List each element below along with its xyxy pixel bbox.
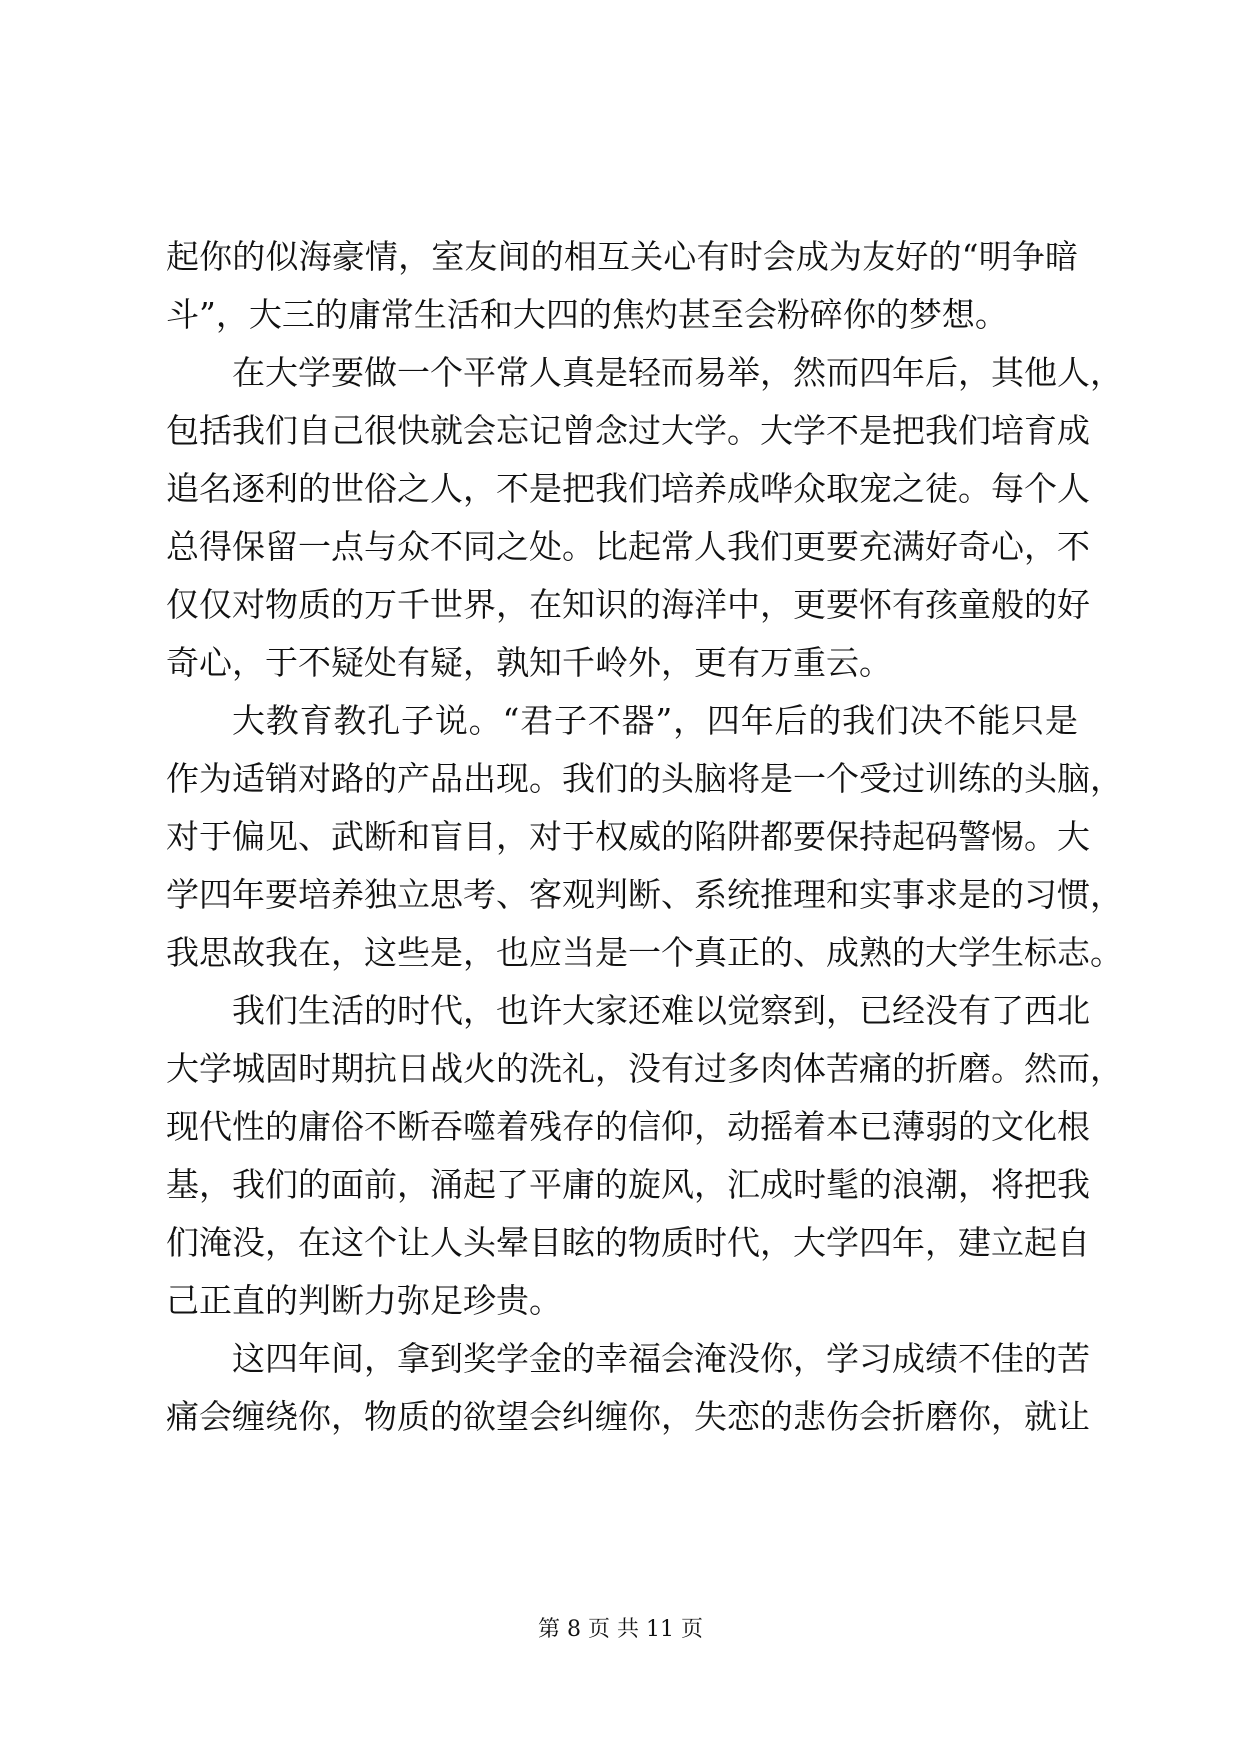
text-line: 追名逐利的世俗之人，不是把我们培养成哗众取宠之徒。每个人 (166, 469, 1090, 508)
text-line: 痛会缠绕你，物质的欲望会纠缠你，失恋的悲伤会折磨你，就让 (166, 1397, 1090, 1436)
text-line: 包括我们自己很快就会忘记曾念过大学。大学不是把我们培育成 (166, 411, 1090, 450)
paragraph-2 (166, 344, 1123, 692)
text-line: 我们生活的时代，也许大家还难以觉察到，已经没有了西北 (232, 991, 1090, 1030)
text-line: 奇心，于不疑处有疑，孰知千岭外，更有万重云。 (166, 643, 892, 682)
paragraph-1 (166, 228, 1078, 344)
text-line: 对于偏见、武断和盲目，对于权威的陷阱都要保持起码警惕。大 (166, 817, 1090, 856)
text-line: 大教育教孔子说。“君子不器”，四年后的我们决不能只是 (232, 701, 1078, 740)
text-line: 现代性的庸俗不断吞噬着残存的信仰，动摇着本已薄弱的文化根 (166, 1107, 1090, 1146)
text-line: 学四年要培养独立思考、客观判断、系统推理和实事求是的习惯， (166, 875, 1123, 914)
text-line: 们淹没，在这个让人头晕目眩的物质时代，大学四年，建立起自 (166, 1223, 1090, 1262)
text-line: 在大学要做一个平常人真是轻而易举，然而四年后，其他人， (232, 353, 1123, 392)
text-line: 作为适销对路的产品出现。我们的头脑将是一个受过训练的头脑， (166, 759, 1123, 798)
body-text (166, 228, 1123, 1446)
paragraph-4 (166, 982, 1123, 1330)
text-line: 总得保留一点与众不同之处。比起常人我们更要充满好奇心，不 (166, 527, 1090, 566)
text-line: 这四年间，拿到奖学金的幸福会淹没你，学习成绩不佳的苦 (232, 1339, 1090, 1378)
page-footer (0, 1612, 1241, 1643)
text-line: 斗”，大三的庸常生活和大四的焦灼甚至会粉碎你的梦想。 (166, 295, 1008, 334)
text-line: 大学城固时期抗日战火的洗礼，没有过多肉体苦痛的折磨。然而， (166, 1049, 1123, 1088)
text-line: 基，我们的面前，涌起了平庸的旋风，汇成时髦的浪潮，将把我 (166, 1165, 1090, 1204)
text-line: 起你的似海豪情，室友间的相互关心有时会成为友好的“明争暗 (166, 237, 1078, 276)
page-number-label: 第 8 页 共 11 页 (538, 1617, 703, 1642)
paragraph-3 (166, 692, 1123, 982)
text-line: 我思故我在，这些是，也应当是一个真正的、成熟的大学生标志。 (166, 933, 1123, 972)
text-line: 仅仅对物质的万千世界，在知识的海洋中，更要怀有孩童般的好 (166, 585, 1090, 624)
text-line: 己正直的判断力弥足珍贵。 (166, 1281, 562, 1320)
paragraph-5 (166, 1330, 1090, 1446)
